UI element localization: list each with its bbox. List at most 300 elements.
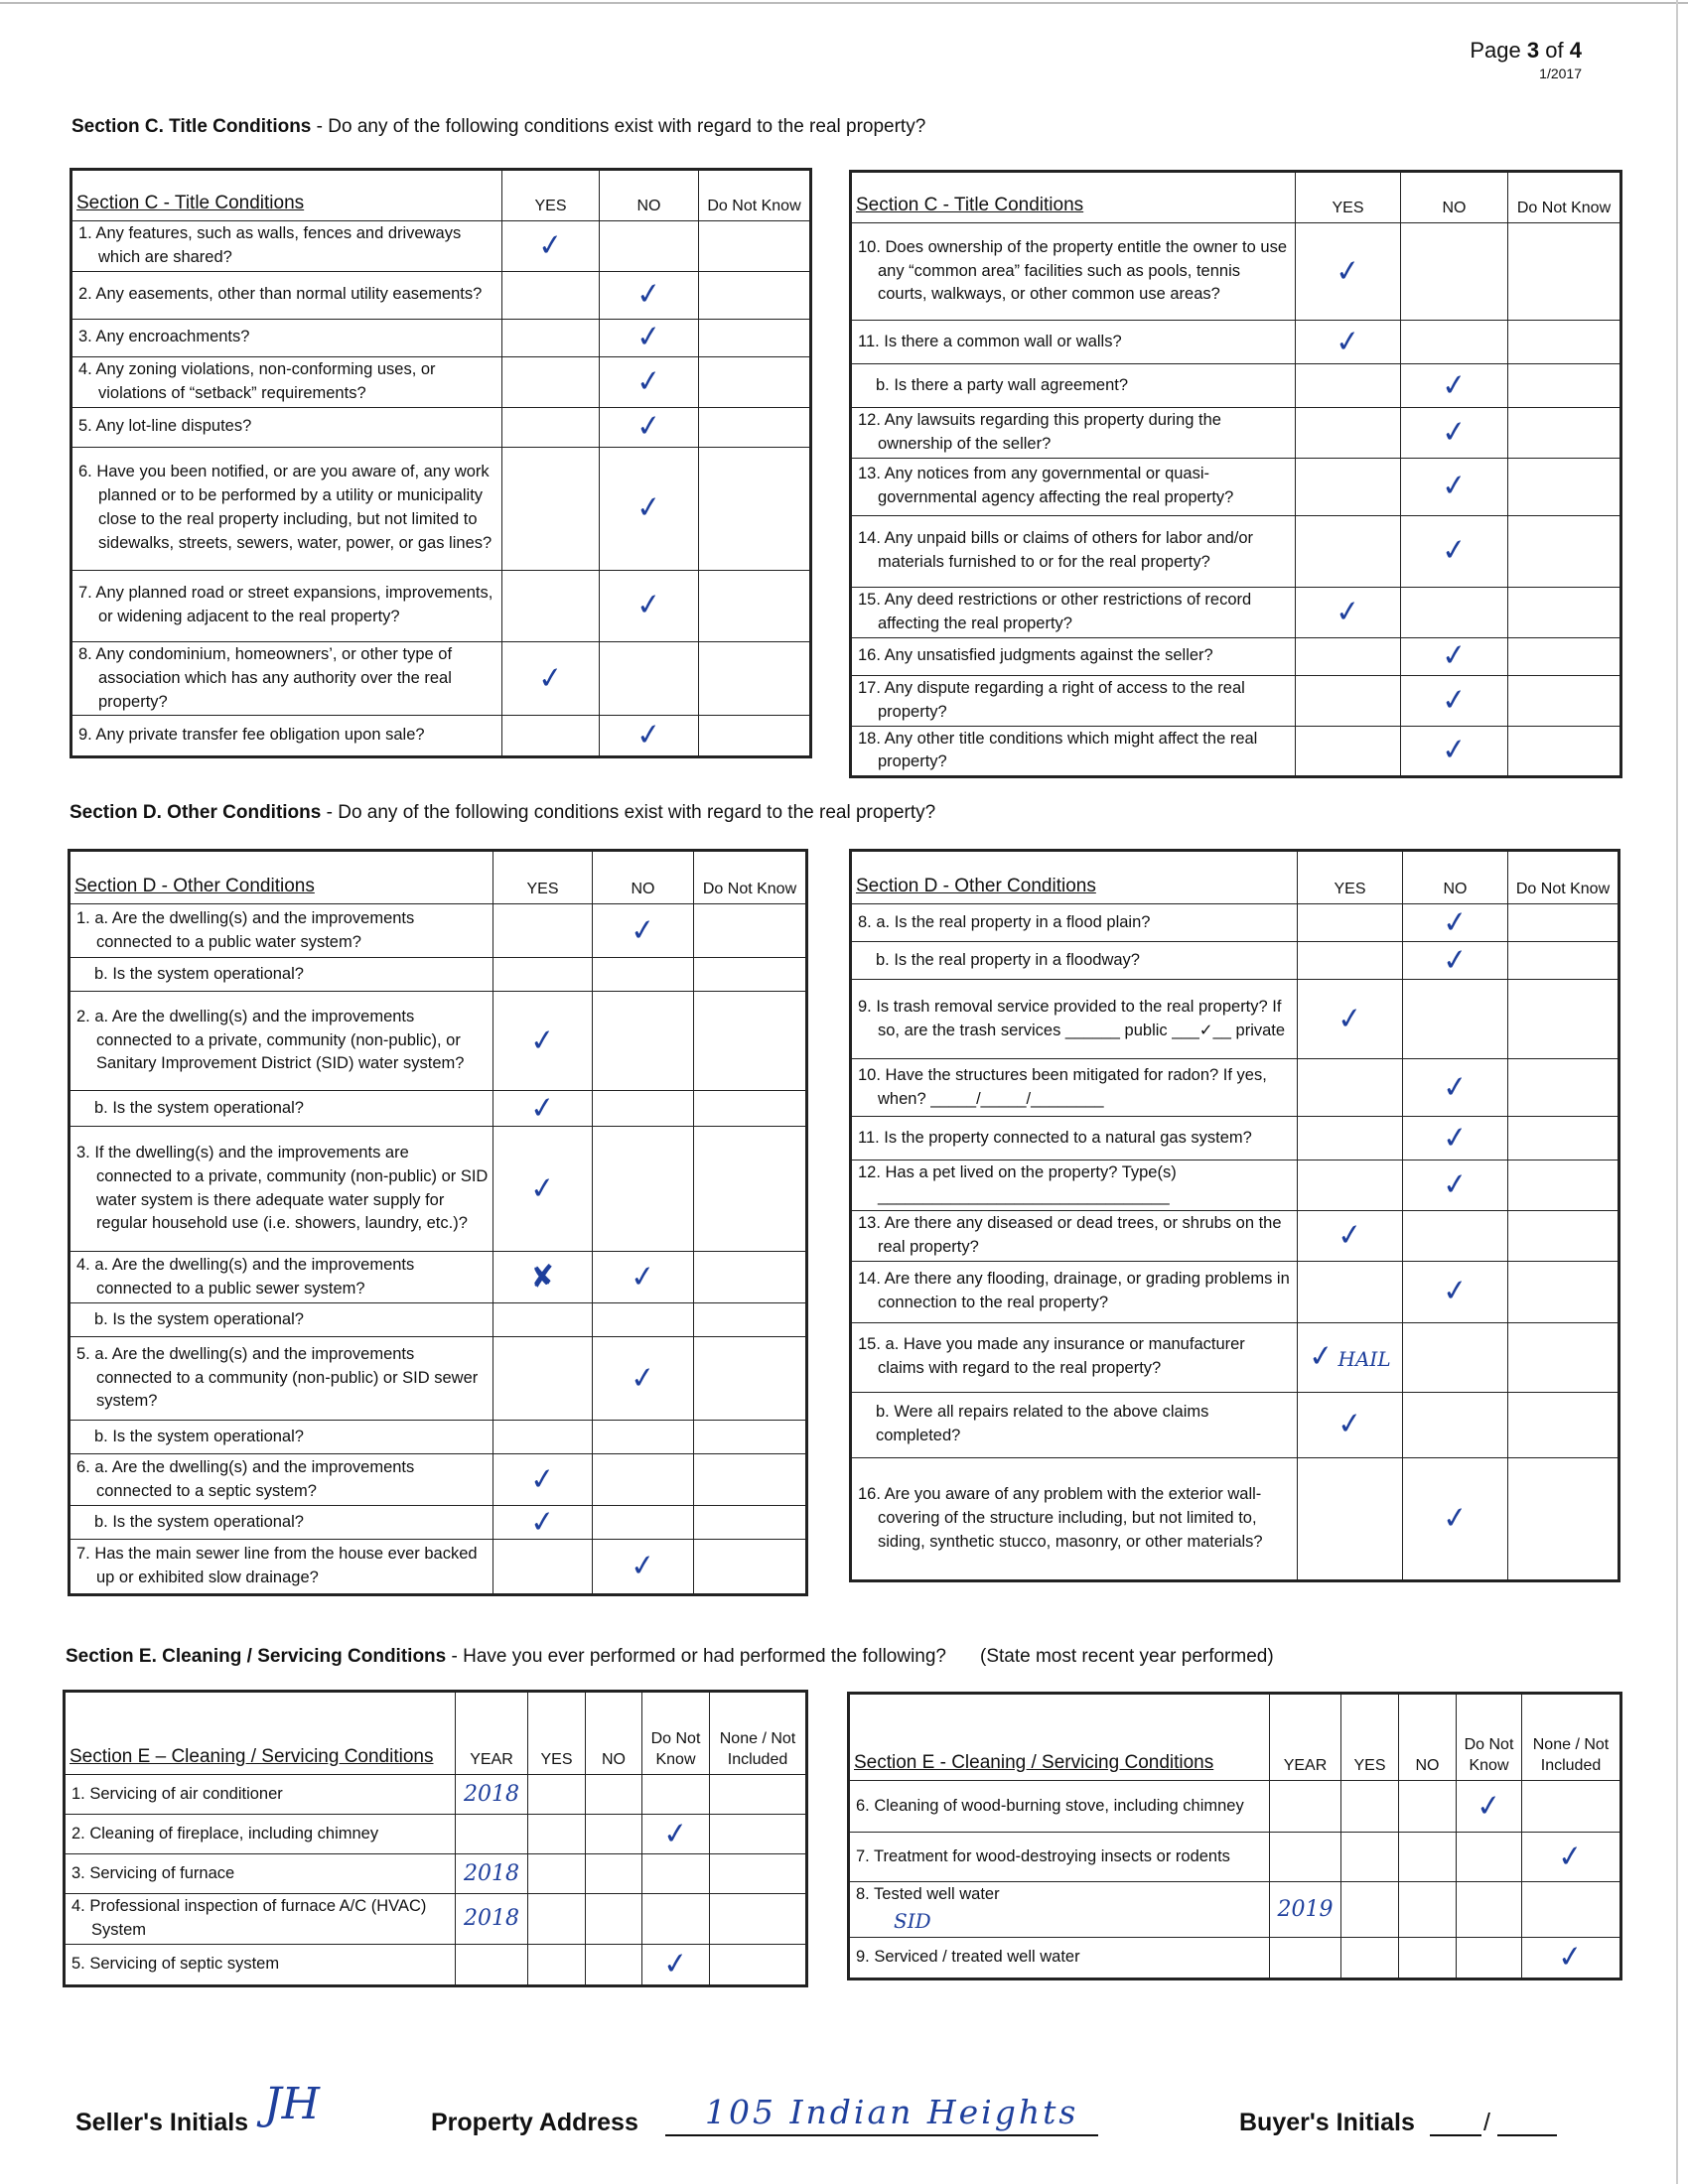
answer-cell-yes[interactable] [1296, 675, 1401, 726]
answer-cell-yes[interactable] [1298, 1210, 1403, 1261]
answer-cell-dnk[interactable] [694, 1091, 807, 1127]
scribbled-mark-icon: ✘ [528, 1258, 557, 1296]
answer-cell-no[interactable] [1401, 515, 1508, 587]
answer-cell-none[interactable] [1522, 1882, 1621, 1938]
question-text [851, 321, 1296, 364]
question-text [851, 223, 1296, 321]
year-value: 2019 [1277, 1896, 1334, 1922]
answer-cell-no[interactable] [593, 1421, 694, 1454]
question-text [71, 447, 502, 570]
answer-cell-no[interactable] [1399, 1937, 1457, 1979]
answer-cell-no[interactable] [593, 1252, 694, 1303]
question-label: 6. Have you been notified, or are you aware of, any work planned or to be performed by a utility or municipality close to the real property including, but not limited to sidewalks, streets, sewers, water, power, or gas lines? [78, 463, 492, 553]
question-text [70, 958, 493, 992]
answer-cell-no[interactable] [600, 641, 699, 716]
question-text [849, 1833, 1270, 1882]
section-d-heading: Section D. Other Conditions - Do any of the following conditions exist with regard to the real property? [70, 802, 936, 823]
page-label: Page [1470, 38, 1521, 63]
answer-cell-none[interactable] [710, 1894, 807, 1945]
answer-cell-yes[interactable] [502, 271, 600, 319]
answer-cell-yes[interactable] [1296, 321, 1401, 364]
question-row [71, 407, 811, 447]
question-row [70, 1506, 807, 1540]
answer-cell-no[interactable] [593, 1337, 694, 1421]
question-row [65, 1775, 807, 1815]
answer-cell-yes[interactable] [1298, 1457, 1403, 1580]
answer-cell-no[interactable] [1401, 726, 1508, 777]
answer-cell-dnk[interactable] [1508, 1210, 1619, 1261]
answer-cell-dnk[interactable] [1508, 587, 1621, 637]
question-row [851, 1457, 1619, 1580]
answer-cell-dnk[interactable] [1508, 515, 1621, 587]
check-mark-icon: ✓ [1440, 468, 1469, 505]
question-label: b. Is the system operational? [94, 1427, 304, 1445]
question-text [851, 1392, 1298, 1457]
question-label: 12. Has a pet lived on the property? Type(s) ________________________________ [858, 1163, 1177, 1205]
answer-cell-dnk[interactable] [1508, 1117, 1619, 1160]
answer-cell-dnk[interactable] [1508, 726, 1621, 777]
answer-cell-dnk[interactable] [699, 570, 811, 641]
answer-cell-dnk[interactable] [699, 407, 811, 447]
answer-cell-none[interactable] [1522, 1781, 1621, 1833]
answer-cell-no[interactable] [1401, 458, 1508, 515]
answer-cell-dnk[interactable] [694, 1252, 807, 1303]
check-mark-icon: ✓ [629, 1547, 657, 1585]
answer-cell-yes[interactable] [502, 356, 600, 407]
question-label: 9. Any private transfer fee obligation upon sale? [78, 726, 425, 745]
check-mark-icon: ✓ [1336, 1000, 1364, 1037]
answer-cell-dnk[interactable] [1508, 637, 1621, 675]
answer-cell-no[interactable] [1401, 587, 1508, 637]
answer-cell-none[interactable] [710, 1944, 807, 1985]
answer-cell-no[interactable] [1403, 942, 1508, 980]
question-row [71, 319, 811, 356]
question-text [851, 1160, 1298, 1211]
answer-cell-yes[interactable] [493, 1252, 593, 1303]
answer-cell-year[interactable] [456, 1894, 528, 1945]
buyer-initials-field-1[interactable] [1430, 2109, 1481, 2136]
answer-cell-dnk[interactable] [694, 1127, 807, 1252]
answer-cell-dnk[interactable] [642, 1944, 710, 1985]
answer-cell-no[interactable] [593, 992, 694, 1091]
question-text [71, 716, 502, 757]
answer-cell-dnk[interactable] [694, 1506, 807, 1540]
answer-cell-yes[interactable] [528, 1775, 586, 1815]
answer-cell-yes[interactable] [1296, 726, 1401, 777]
answer-cell-no[interactable] [586, 1894, 642, 1945]
question-label: 2. a. Are the dwelling(s) and the improvements connected to a private, community (non-public), or Sanitary Improvement District (SID) water system? [76, 1007, 465, 1073]
answer-cell-no[interactable] [586, 1944, 642, 1985]
buyer-initials-field-2[interactable] [1497, 2109, 1557, 2136]
answer-cell-no[interactable] [600, 221, 699, 272]
answer-cell-no[interactable] [593, 1127, 694, 1252]
question-label: 8. Any condominium, homeowners’, or other type of association which has any authority over the real property? [78, 644, 453, 711]
seller-initials-label: Seller's Initials [75, 2109, 249, 2136]
question-text [65, 1944, 456, 1985]
answer-cell-no[interactable] [1403, 1160, 1508, 1211]
answer-cell-no[interactable] [600, 271, 699, 319]
answer-cell-no[interactable] [593, 1540, 694, 1595]
answer-cell-year[interactable] [1270, 1882, 1341, 1938]
question-row [851, 675, 1621, 726]
answer-cell-yes[interactable] [1298, 1059, 1403, 1117]
answer-cell-none[interactable] [710, 1815, 807, 1854]
question-row [851, 1392, 1619, 1457]
question-row [70, 1454, 807, 1506]
answer-cell-no[interactable] [593, 958, 694, 992]
answer-cell-dnk[interactable] [699, 447, 811, 570]
answer-cell-yes[interactable] [493, 904, 593, 958]
question-label: b. Were all repairs related to the above claims completed? [876, 1403, 1209, 1445]
answer-cell-no[interactable] [1403, 980, 1508, 1059]
answer-cell-yes[interactable] [502, 641, 600, 716]
question-text [851, 1210, 1298, 1261]
answer-cell-no[interactable] [586, 1854, 642, 1894]
question-label: b. Is the system operational? [94, 1098, 304, 1117]
year-value: 2018 [464, 1782, 519, 1807]
answer-cell-yes[interactable] [1298, 1261, 1403, 1322]
col-no: NO [600, 170, 699, 221]
answer-cell-no[interactable] [593, 1506, 694, 1540]
answer-cell-yes[interactable] [1296, 458, 1401, 515]
question-label: 3. If the dwelling(s) and the improvements are connected to a private, community (non-public) or SID water system is there adequate water supply for regular household use (i.e. showers, laundry, etc.)? [76, 1143, 489, 1233]
section-c-table-right [849, 170, 1622, 778]
answer-cell-dnk[interactable] [694, 1421, 807, 1454]
check-mark-icon: ✓ [1440, 732, 1469, 769]
answer-cell-year[interactable] [1270, 1833, 1341, 1882]
question-label: 5. a. Are the dwelling(s) and the improvements connected to a community (non-public) or SID sewer system? [76, 1344, 479, 1411]
property-address-field[interactable] [665, 2093, 1098, 2136]
question-row [851, 587, 1621, 637]
question-text [65, 1815, 456, 1854]
answer-cell-dnk[interactable] [1508, 458, 1621, 515]
question-text [70, 1540, 493, 1595]
answer-cell-yes[interactable] [1298, 1322, 1403, 1392]
answer-cell-yes[interactable] [1298, 980, 1403, 1059]
answer-cell-dnk[interactable] [1457, 1882, 1522, 1938]
answer-cell-dnk[interactable] [694, 1540, 807, 1595]
question-row [70, 992, 807, 1091]
check-mark-icon: ✓ [634, 717, 663, 754]
question-label: 1. Servicing of air conditioner [71, 1784, 283, 1803]
question-row [851, 364, 1621, 408]
answer-cell-dnk[interactable] [642, 1854, 710, 1894]
col-no: NO [1399, 1694, 1457, 1781]
table-title: Section D - Other Conditions [70, 851, 493, 904]
question-label: 4. a. Are the dwelling(s) and the improvements connected to a public sewer system? [76, 1255, 415, 1297]
answer-cell-no[interactable] [586, 1815, 642, 1854]
section-c-table-left [70, 168, 812, 758]
answer-cell-no[interactable] [1403, 1457, 1508, 1580]
answer-cell-dnk[interactable] [1508, 1392, 1619, 1457]
answer-cell-no[interactable] [593, 904, 694, 958]
answer-cell-dnk[interactable] [1508, 675, 1621, 726]
question-label: 13. Any notices from any governmental or quasi-governmental agency affecting the real property? [858, 465, 1234, 507]
check-mark-icon: ✓ [1441, 1272, 1470, 1310]
question-row [65, 1854, 807, 1894]
check-mark-icon: ✓ [634, 319, 663, 356]
check-mark-icon: ✓ [536, 226, 565, 265]
answer-cell-no[interactable] [600, 570, 699, 641]
question-label: 1. a. Are the dwelling(s) and the improvements connected to a public water system? [76, 908, 415, 951]
question-row [70, 958, 807, 992]
question-row [851, 1322, 1619, 1392]
answer-cell-dnk[interactable] [1508, 1261, 1619, 1322]
question-label: b. Is the real property in a floodway? [876, 950, 1140, 969]
answer-cell-dnk[interactable] [694, 958, 807, 992]
check-mark-icon: ✓ [634, 488, 663, 527]
answer-cell-no[interactable] [1401, 223, 1508, 321]
check-mark-icon: ✓ [1441, 941, 1470, 979]
question-row [851, 980, 1619, 1059]
question-row [849, 1833, 1621, 1882]
col-none: None / Not Included [710, 1692, 807, 1775]
question-text [851, 726, 1296, 777]
answer-cell-no[interactable] [1401, 408, 1508, 459]
answer-cell-no[interactable] [1401, 675, 1508, 726]
answer-cell-yes[interactable] [1296, 637, 1401, 675]
check-mark-icon: ✓ [528, 1460, 557, 1498]
answer-cell-dnk[interactable] [694, 1454, 807, 1506]
answer-cell-yes[interactable] [1296, 515, 1401, 587]
answer-cell-dnk[interactable] [1508, 321, 1621, 364]
answer-cell-no[interactable] [1403, 1059, 1508, 1117]
answer-cell-yes[interactable] [493, 1091, 593, 1127]
question-text [851, 364, 1296, 408]
answer-cell-yes[interactable] [493, 958, 593, 992]
top-border-line [0, 2, 1688, 4]
answer-cell-none[interactable] [710, 1854, 807, 1894]
year-value: 2018 [464, 1861, 519, 1886]
answer-cell-yes[interactable] [1296, 408, 1401, 459]
question-row [849, 1882, 1621, 1938]
answer-cell-no[interactable] [600, 447, 699, 570]
question-label: 7. Treatment for wood-destroying insects or rodents [856, 1846, 1230, 1865]
answer-cell-yes[interactable] [493, 992, 593, 1091]
answer-cell-no[interactable] [1399, 1882, 1457, 1938]
question-label: 3. Any encroachments? [78, 328, 250, 346]
check-mark-icon: ✓ [1475, 1787, 1503, 1825]
answer-cell-no[interactable] [1403, 1261, 1508, 1322]
answer-cell-yes[interactable] [493, 1127, 593, 1252]
answer-cell-yes[interactable] [1298, 1392, 1403, 1457]
answer-cell-dnk[interactable] [1508, 1059, 1619, 1117]
answer-cell-no[interactable] [1401, 321, 1508, 364]
question-label: 6. Cleaning of wood-burning stove, including chimney [856, 1796, 1244, 1815]
answer-cell-yes[interactable] [1298, 1117, 1403, 1160]
answer-cell-dnk[interactable] [1457, 1833, 1522, 1882]
answer-cell-yes[interactable] [493, 1421, 593, 1454]
answer-cell-no[interactable] [593, 1091, 694, 1127]
answer-cell-yes[interactable] [528, 1815, 586, 1854]
answer-cell-dnk[interactable] [694, 992, 807, 1091]
answer-cell-dnk[interactable] [699, 319, 811, 356]
question-text [71, 356, 502, 407]
answer-cell-no[interactable] [1401, 364, 1508, 408]
question-label: 4. Professional inspection of furnace A/C (HVAC) System [71, 1897, 427, 1939]
page-total: 4 [1569, 38, 1582, 63]
question-label: 13. Are there any diseased or dead trees, or shrubs on the real property? [858, 1213, 1282, 1256]
answer-cell-dnk[interactable] [699, 221, 811, 272]
question-text [851, 1322, 1298, 1392]
answer-cell-yes[interactable] [502, 319, 600, 356]
col-dnk: Do Not Know [642, 1692, 710, 1775]
question-label: b. Is the system operational? [94, 1512, 304, 1531]
answer-cell-dnk[interactable] [699, 716, 811, 757]
check-mark-icon: ✓ [1441, 1068, 1470, 1106]
answer-cell-dnk[interactable] [1508, 1457, 1619, 1580]
answer-cell-no[interactable] [1401, 637, 1508, 675]
page-current: 3 [1526, 38, 1540, 63]
answer-cell-no[interactable] [1403, 1322, 1508, 1392]
answer-cell-none[interactable] [1522, 1937, 1621, 1979]
question-row [70, 1127, 807, 1252]
question-text [70, 1091, 493, 1127]
answer-cell-no[interactable] [1399, 1781, 1457, 1833]
question-label: 5. Servicing of septic system [71, 1954, 280, 1973]
question-row [65, 1944, 807, 1985]
col-yes: YES [528, 1692, 586, 1775]
col-dnk: Do Not Know [1508, 172, 1621, 223]
answer-cell-yes[interactable] [502, 447, 600, 570]
check-mark-icon: ✓ [629, 911, 657, 949]
answer-cell-no[interactable] [586, 1775, 642, 1815]
answer-cell-yes[interactable] [493, 1454, 593, 1506]
answer-cell-year[interactable] [456, 1944, 528, 1985]
question-text [65, 1775, 456, 1815]
answer-cell-no[interactable] [600, 356, 699, 407]
answer-cell-dnk[interactable] [694, 1303, 807, 1337]
answer-cell-dnk[interactable] [1508, 904, 1619, 942]
question-row [851, 1261, 1619, 1322]
buyer-initials-separator: / [1483, 2109, 1490, 2136]
answer-cell-dnk[interactable] [694, 904, 807, 958]
check-mark-icon: ✓ [1440, 636, 1469, 675]
question-text [70, 1454, 493, 1506]
page-number [1470, 38, 1582, 81]
check-mark-icon: ✓ [634, 407, 663, 446]
answer-cell-yes[interactable] [1298, 904, 1403, 942]
answer-cell-year[interactable] [456, 1775, 528, 1815]
answer-cell-yes[interactable] [1341, 1781, 1399, 1833]
answer-cell-dnk[interactable] [1508, 223, 1621, 321]
answer-cell-yes[interactable] [493, 1337, 593, 1421]
question-row [71, 716, 811, 757]
question-text [851, 980, 1298, 1059]
answer-cell-dnk[interactable] [1508, 942, 1619, 980]
question-label: 9. Is trash removal service provided to the real property? If so, are the trash services ______ public ___✓__ private [858, 997, 1286, 1039]
answer-cell-no[interactable] [593, 1454, 694, 1506]
question-label: b. Is the system operational? [94, 964, 304, 983]
answer-cell-yes[interactable] [502, 570, 600, 641]
answer-cell-no[interactable] [1399, 1833, 1457, 1882]
answer-cell-no[interactable] [1403, 1392, 1508, 1457]
form-revision: 1/2017 [1539, 66, 1582, 81]
answer-cell-yes[interactable] [502, 221, 600, 272]
answer-cell-no[interactable] [1403, 1117, 1508, 1160]
question-text [71, 641, 502, 716]
col-year: YEAR [1270, 1694, 1341, 1781]
answer-cell-yes[interactable] [1341, 1937, 1399, 1979]
question-label: 12. Any lawsuits regarding this property during the ownership of the seller? [858, 411, 1221, 453]
answer-cell-yes[interactable] [528, 1894, 586, 1945]
question-text [70, 1421, 493, 1454]
answer-cell-none[interactable] [1522, 1833, 1621, 1882]
answer-cell-yes[interactable] [1298, 942, 1403, 980]
answer-cell-no[interactable] [1403, 1210, 1508, 1261]
answer-cell-dnk[interactable] [694, 1337, 807, 1421]
answer-cell-yes[interactable] [502, 716, 600, 757]
answer-cell-dnk[interactable] [699, 641, 811, 716]
answer-cell-year[interactable] [1270, 1781, 1341, 1833]
answer-cell-dnk[interactable] [1508, 408, 1621, 459]
question-row [851, 1059, 1619, 1117]
answer-cell-year[interactable] [456, 1854, 528, 1894]
answer-cell-dnk[interactable] [1508, 364, 1621, 408]
question-label: 3. Servicing of furnace [71, 1863, 235, 1882]
question-text [65, 1894, 456, 1945]
answer-cell-yes[interactable] [528, 1944, 586, 1985]
question-label: 8. Tested well water [856, 1885, 1000, 1903]
answer-cell-yes[interactable] [1341, 1833, 1399, 1882]
answer-cell-dnk[interactable] [699, 271, 811, 319]
answer-cell-dnk[interactable] [642, 1775, 710, 1815]
answer-cell-yes[interactable] [493, 1303, 593, 1337]
answer-cell-none[interactable] [710, 1775, 807, 1815]
answer-cell-dnk[interactable] [1457, 1937, 1522, 1979]
answer-cell-no[interactable] [600, 407, 699, 447]
answer-cell-yes[interactable] [493, 1540, 593, 1595]
check-mark-icon: ✓ [1441, 1119, 1470, 1157]
question-label: b. Is the system operational? [94, 1309, 304, 1328]
question-text [71, 570, 502, 641]
answer-cell-dnk[interactable] [642, 1815, 710, 1854]
answer-cell-yes[interactable] [1341, 1882, 1399, 1938]
answer-cell-dnk[interactable] [699, 356, 811, 407]
question-row [851, 515, 1621, 587]
answer-cell-yes[interactable] [493, 1503, 593, 1541]
answer-cell-year[interactable] [1270, 1937, 1341, 1979]
answer-cell-year[interactable] [456, 1815, 528, 1854]
answer-cell-yes[interactable] [502, 407, 600, 447]
answer-cell-yes[interactable] [528, 1854, 586, 1894]
answer-cell-yes[interactable] [1296, 364, 1401, 408]
check-mark-icon: ✓ [629, 1258, 657, 1296]
col-dnk: Do Not Know [699, 170, 811, 221]
check-mark-icon: ✓ [1556, 1838, 1586, 1875]
answer-cell-yes[interactable] [1296, 587, 1401, 637]
question-text [851, 1117, 1298, 1160]
answer-cell-dnk[interactable] [642, 1894, 710, 1945]
answer-cell-yes[interactable] [1298, 1160, 1403, 1211]
col-dnk: Do Not Know [1508, 851, 1619, 904]
answer-cell-no[interactable] [1403, 904, 1508, 942]
check-mark-icon: ✓ [661, 1945, 690, 1983]
section-e-heading: Section E. Cleaning / Servicing Conditions - Have you ever performed or had performed the following? (State most recent year performed) [66, 1646, 1274, 1667]
col-dnk: Do Not Know [1457, 1694, 1522, 1781]
answer-cell-dnk[interactable] [1508, 1322, 1619, 1392]
answer-cell-no[interactable] [600, 319, 699, 356]
question-text [851, 904, 1298, 942]
question-label: 11. Is there a common wall or walls? [858, 332, 1122, 350]
answer-cell-dnk[interactable] [1508, 980, 1619, 1059]
question-text [849, 1882, 1270, 1938]
answer-cell-dnk[interactable] [1508, 1160, 1619, 1211]
answer-cell-no[interactable] [593, 1303, 694, 1337]
answer-cell-no[interactable] [600, 716, 699, 757]
answer-cell-yes[interactable] [1296, 223, 1401, 321]
answer-cell-dnk[interactable] [1457, 1781, 1522, 1833]
